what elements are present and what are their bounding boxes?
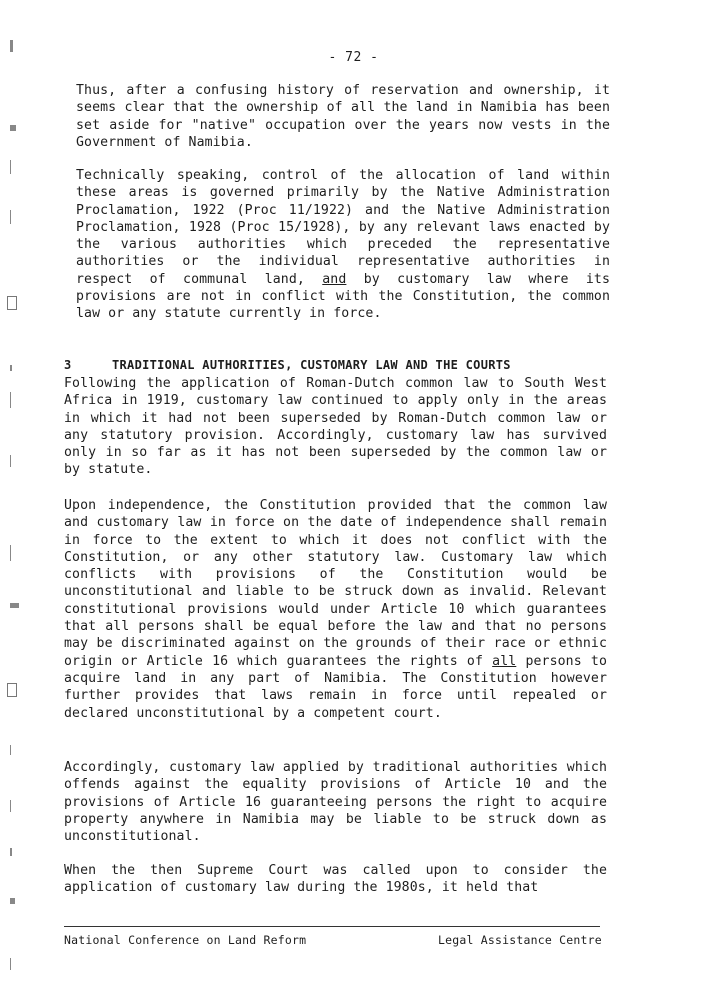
section-title: TRADITIONAL AUTHORITIES, CUSTOMARY LAW AND THE COURTS — [112, 358, 511, 372]
scan-margin-marks — [0, 0, 30, 1000]
paragraph-equality-provisions: Accordingly, customary law applied by traditional authorities which offends against the equality provisions of Article 10 and the provisions of Article 16 guaranteeing persons the right to acquire property anywhere in Namibia may be liable to be struck down as unconstitutional. — [64, 760, 607, 845]
scan-mark — [10, 455, 11, 467]
scan-mark — [10, 545, 11, 561]
section-heading — [64, 358, 511, 372]
paragraph-independence — [64, 497, 607, 722]
paragraph-land-ownership: Thus, after a confusing history of reservation and ownership, it seems clear that the ownership of all the land in Namibia has been set aside for "native" occupation over the years now vests in the Government of Namibia. — [76, 83, 610, 150]
footer-divider — [64, 926, 600, 927]
paragraph-text: Upon independence, the Constitution provided that the common law and customary law in force on the date of independence shall remain in force to the extent to which it does not conflict with the Constitution, or any other statutory law. Customary law which conflicts with provisions of the Constitution would be unconstitutional and liable to be struck down as invalid. Relevant constitutional provisions would under Article 10 which guarantees that all persons shall be equal before the law and that no persons may be discriminated against on the grounds of their race or ethnic origin or Article 16 which guarantees the rights of — [64, 498, 607, 669]
scan-mark — [10, 392, 11, 408]
scan-mark — [7, 683, 17, 697]
scan-mark — [10, 898, 15, 904]
scan-mark — [10, 800, 11, 812]
scan-mark — [10, 125, 16, 131]
scan-mark — [10, 40, 13, 52]
scan-mark — [10, 365, 12, 371]
scan-mark — [10, 210, 11, 224]
footer-organization: Legal Assistance Centre — [438, 933, 602, 947]
paragraph-roman-dutch-law: Following the application of Roman-Dutch common law to South West Africa in 1919, customary law continued to apply only in the areas in which it had not been superseded by Roman-Dutch common law or any statutory provision. Accordingly, customary law has survived only in so far as it has not been superseded by the common law or by statute. — [64, 376, 607, 478]
scan-mark — [10, 848, 12, 856]
paragraph-supreme-court: When the then Supreme Court was called upon to consider the application of customary law during the 1980s, it held that — [64, 863, 607, 896]
scan-mark — [7, 296, 17, 310]
section-number: 3 — [64, 358, 72, 372]
scan-mark — [10, 958, 11, 970]
footer-conference-name: National Conference on Land Reform — [64, 933, 307, 947]
scan-mark — [10, 745, 11, 755]
scan-mark — [10, 160, 11, 174]
scan-mark — [10, 603, 19, 608]
underlined-word: and — [322, 271, 347, 287]
paragraph-text: by customary law where its provisions are not in conflict with the Constitution, the common law or any statute currently in force. — [76, 271, 611, 322]
underlined-word: all — [492, 653, 517, 669]
paragraph-text: Technically speaking, control of the allocation of land within these areas is governed primarily by the Native Administration Proclamation, 1922 (Proc 11/1922) and the Native Administration Proclamation, 1928 (Proc 15/1928), by any relevant laws enacted by the various authorities which preceded the representative authorities or the individual representative authorities in respect of communal land, — [76, 168, 610, 287]
paragraph-text: persons to acquire land in any part of Namibia. The Constitution however further provides that laws remain in force until repealed or declared unconstitutional by a competent court. — [64, 653, 607, 721]
page-number: - 72 - — [328, 50, 379, 65]
paragraph-land-allocation — [76, 167, 610, 323]
